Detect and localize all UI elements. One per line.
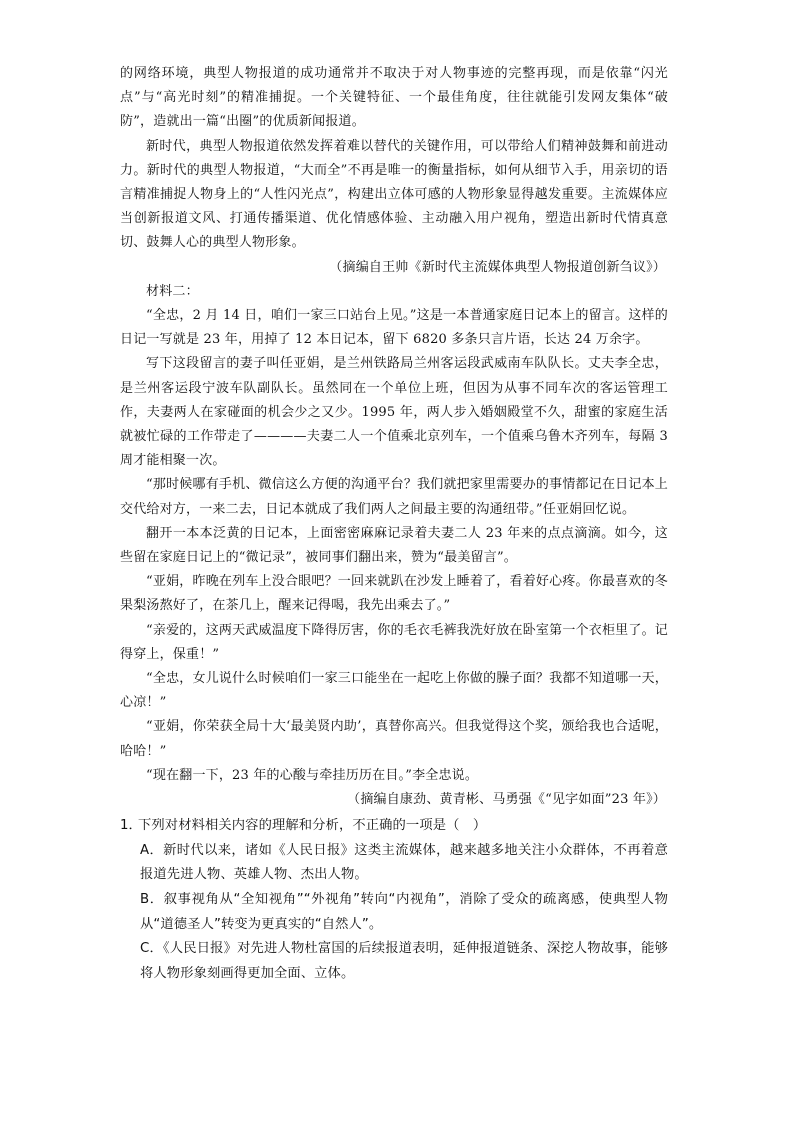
material-two-paragraph: “全忠，2 月 14 日，咱们一家三口站台上见。”这是一本普通家庭日记本上的留言。这样的日记一写就是 23 年，用掉了 12 本日记本，留下 6820 多条只言片语，长达 24 万余字。 — [120, 308, 668, 348]
material-one-paragraph-tail: 的网络环境，典型人物报道的成功通常并不取决于对人物事迹的完整再现，而是依靠“闪光点”与“高光时刻”的精准捕捉。一个关键特征、一个最佳角度，往往就能引发网友集体“破防”，造就出一篇“出圈”的优质新闻报道。 — [120, 66, 668, 130]
option-letter: C． — [140, 941, 163, 957]
question-one-stem-line — [120, 814, 668, 839]
option-letter: B． — [140, 892, 164, 908]
document-content — [120, 62, 668, 986]
question-option-b[interactable] — [120, 888, 668, 937]
material-two-paragraph: “亚娟，你荣获全局十大‘最美贤内助’，真替你高兴。但我觉得这个奖，颁给我也合适呢，哈哈！” — [120, 719, 668, 759]
question-option-a[interactable] — [120, 839, 668, 888]
option-text: 叙事视角从“全知视角”“外视角”转向“内视角”，消除了受众的疏离感，使典型人物从“道德圣人”转变为更真实的“自然人”。 — [140, 892, 668, 932]
question-number: 1． — [120, 818, 142, 834]
material-two-paragraph: “全忠，女儿说什么时候咱们一家三口能坐在一起吃上你做的臊子面？我都不知道哪一天，心凉！” — [120, 671, 668, 711]
material-one-source: （摘编自王帅《新时代主流媒体典型人物报道创新刍议》） — [329, 259, 666, 275]
material-two-paragraph: “亲爱的，这两天武威温度下降得厉害，你的毛衣毛裤我洗好放在卧室第一个衣柜里了。记得穿上，保重！” — [120, 622, 668, 662]
material-two-paragraph: 翻开一本本泛黄的日记本，上面密密麻麻记录着夫妻二人 23 年来的点点滴滴。如今，这些留在家庭日记上的“微记录”，被同事们翻出来，赞为“最美留言”。 — [120, 525, 668, 566]
material-two-paragraph: 写下这段留言的妻子叫任亚娟，是兰州铁路局兰州客运段武威南车队队长。丈夫李全忠，是兰州客运段宁波车队副队长。虽然同在一个单位上班，但因为从事不同车次的客运管理工作，夫妻两人在家碰面的机会少之又少。1995 年，两人步入婚姻殿堂不久，甜蜜的家庭生活就被忙碌的工作带走了————夫妻二人一个值乘北京列车，一个值乘乌鲁木齐列车，每隔 3 周才能相聚一次。 — [120, 356, 668, 469]
material-two-paragraph: “那时候哪有手机、微信这么方便的沟通平台？我们就把家里需要办的事情都记在日记本上交代给对方，一来二去，日记本就成了我们两人之间最主要的沟通纽带。”任亚娟回忆说。 — [120, 477, 668, 517]
material-two-paragraph: “亚娟，昨晚在列车上没合眼吧？一回来就趴在沙发上睡着了，看着好心疼。你最喜欢的冬果梨汤熬好了，在茶几上，醒来记得喝，我先出乘去了。” — [120, 574, 668, 614]
material-two-title: 材料二： — [146, 283, 199, 299]
question-one — [120, 814, 668, 986]
option-letter: A． — [140, 842, 164, 858]
option-text: 《人民日报》对先进人物杜富国的后续报道表明，延伸报道链条、深挖人物故事，能够将人物形象刻画得更加全面、立体。 — [140, 941, 668, 981]
question-option-c[interactable] — [120, 937, 668, 986]
material-two-paragraph: “现在翻一下，23 年的心酸与牵挂历历在目。”李全忠说。 — [146, 767, 479, 783]
material-two-source: （摘编自康劲、黄青彬、马勇强《“见字如面”23 年》） — [347, 792, 666, 808]
question-stem: 下列对材料相关内容的理解和分析，不正确的一项是（ ） — [138, 818, 487, 834]
material-one-paragraph: 新时代，典型人物报道依然发挥着难以替代的关键作用，可以带给人们精神鼓舞和前进动力。新时代的典型人物报道，“大而全”不再是唯一的衡量指标，如何从细节入手，用亲切的语言精准捕捉人物身上的“人性闪光点”，构建出立体可感的人物形象显得越发重要。主流媒体应当创新报道文风、打通传播渠道、优化情感体验、主动融入用户视角，塑造出新时代情真意切、鼓舞人心的典型人物形象。 — [120, 138, 668, 251]
option-text: 新时代以来，诸如《人民日报》这类主流媒体，越来越多地关注小众群体，不再着意报道先进人物、英雄人物、杰出人物。 — [140, 842, 668, 883]
